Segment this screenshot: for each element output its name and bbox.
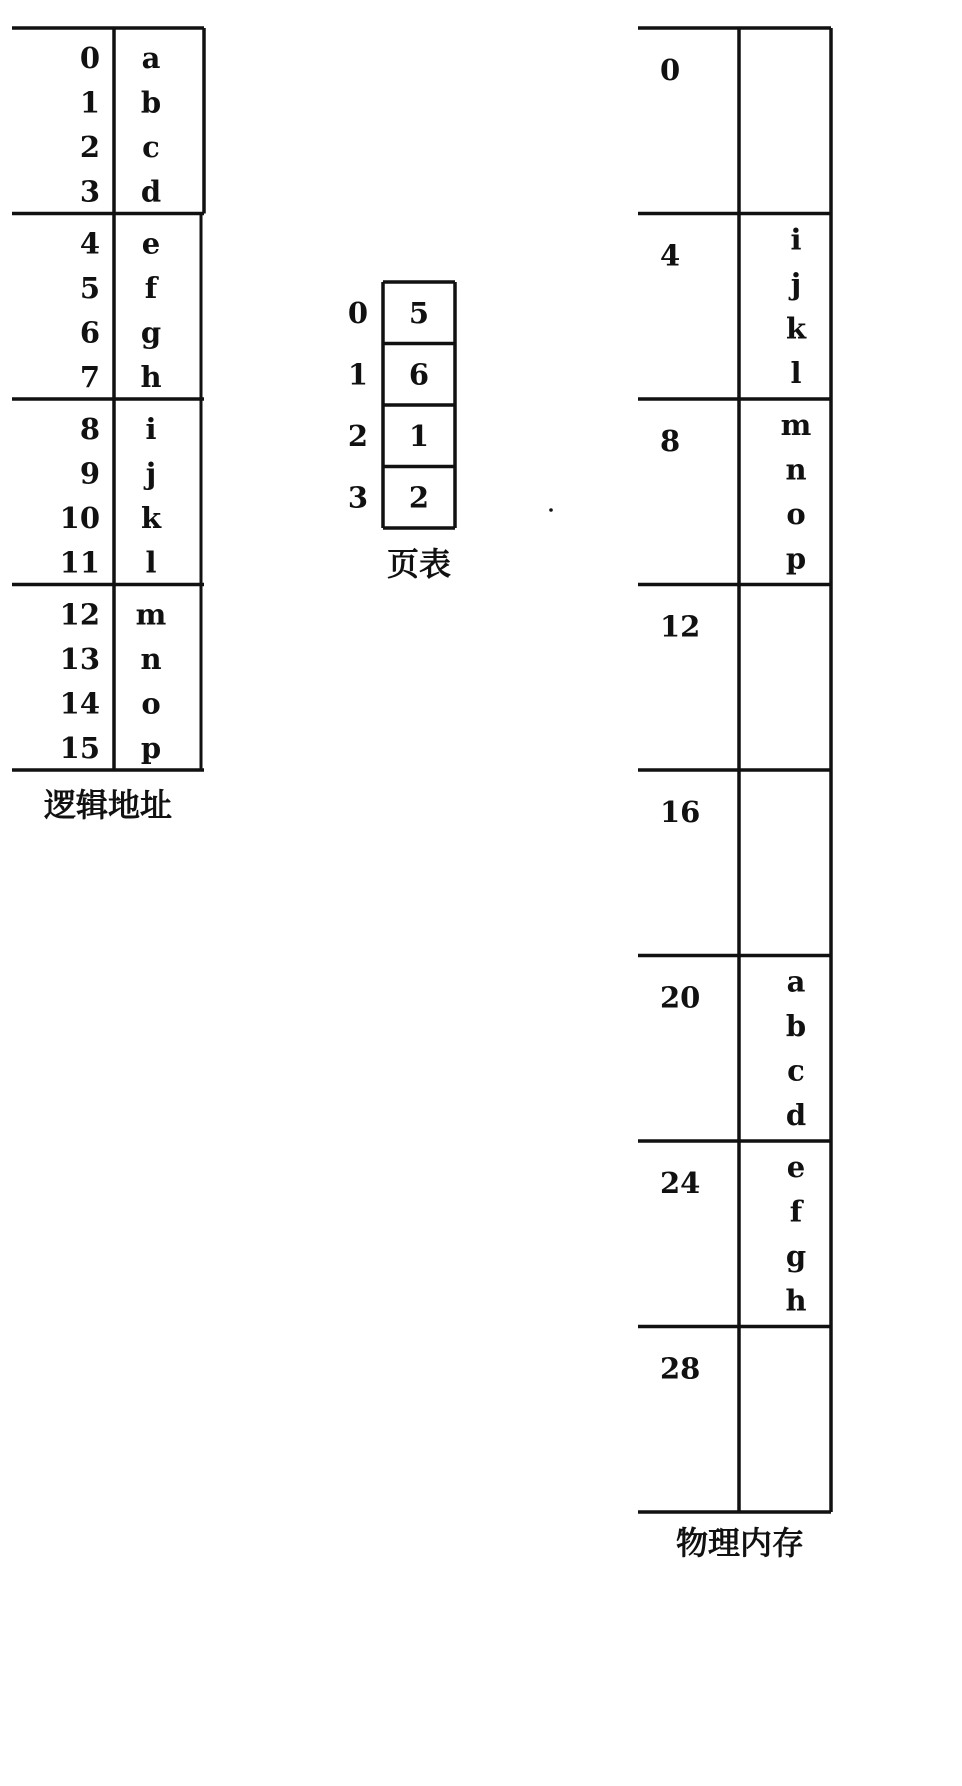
logical-data-cell: k xyxy=(140,501,162,535)
page-table xyxy=(348,282,455,583)
logical-address-label: 0 xyxy=(79,41,100,75)
logical-address-label: 6 xyxy=(79,315,100,350)
logical-data-cell: a xyxy=(141,41,161,75)
logical-address-label: 1 xyxy=(79,85,100,120)
logical-address-label: 7 xyxy=(79,360,100,394)
physical-address-label: 4 xyxy=(660,238,681,273)
physical-address-label: 8 xyxy=(660,424,681,458)
physical-data-cell: m xyxy=(780,408,812,442)
physical-data-cell: p xyxy=(785,541,807,576)
logical-data-cell: g xyxy=(140,315,162,350)
page-table-caption: 页表 xyxy=(386,545,452,583)
physical-memory-caption: 物理内存 xyxy=(675,1524,805,1562)
page-number-label: 1 xyxy=(347,357,369,392)
logical-address-label: 15 xyxy=(59,731,100,765)
physical-address-label: 16 xyxy=(660,795,701,829)
logical-data-cell: n xyxy=(140,642,162,676)
physical-data-cell: l xyxy=(790,356,802,390)
physical-data-cell: i xyxy=(790,222,802,257)
logical-data-cell: i xyxy=(145,412,157,446)
logical-data-cell: f xyxy=(144,271,158,305)
logical-data-cell: b xyxy=(140,85,162,120)
logical-address-label: 9 xyxy=(79,456,100,491)
logical-address-label: 8 xyxy=(79,412,100,446)
physical-memory-table xyxy=(638,28,831,1562)
physical-address-label: 12 xyxy=(660,609,701,644)
page-number-label: 0 xyxy=(347,296,369,330)
logical-data-cell: j xyxy=(145,456,157,491)
page-number-label: 3 xyxy=(347,480,369,515)
logical-data-cell: l xyxy=(145,545,157,580)
logical-address-table xyxy=(12,28,204,824)
physical-data-cell: h xyxy=(785,1283,807,1318)
physical-data-cell: b xyxy=(785,1009,807,1043)
logical-address-label: 5 xyxy=(79,271,100,305)
page-number-label: 2 xyxy=(347,419,369,453)
logical-address-caption: 逻辑地址 xyxy=(43,786,173,824)
logical-address-label: 3 xyxy=(79,174,100,209)
logical-data-cell: e xyxy=(141,226,161,261)
physical-address-label: 28 xyxy=(660,1351,701,1386)
logical-address-label: 11 xyxy=(59,545,100,580)
logical-data-cell: d xyxy=(140,174,162,209)
stray-dot xyxy=(549,508,553,512)
physical-data-cell: a xyxy=(786,964,806,999)
logical-address-label: 12 xyxy=(59,597,100,632)
physical-data-cell: d xyxy=(785,1098,807,1132)
logical-data-cell: p xyxy=(140,731,162,765)
logical-address-label: 2 xyxy=(79,130,100,164)
logical-address-label: 13 xyxy=(59,642,100,676)
physical-address-label: 20 xyxy=(660,980,701,1015)
logical-data-cell: o xyxy=(141,686,161,721)
physical-data-cell: f xyxy=(789,1194,803,1229)
logical-data-cell: c xyxy=(142,130,160,164)
physical-data-cell: j xyxy=(790,267,802,301)
physical-data-cell: k xyxy=(785,311,807,346)
logical-address-label: 10 xyxy=(59,501,100,535)
physical-data-cell: c xyxy=(787,1053,805,1088)
physical-address-label: 24 xyxy=(660,1166,701,1200)
physical-data-cell: o xyxy=(786,497,806,531)
logical-data-cell: h xyxy=(140,360,162,394)
physical-data-cell: n xyxy=(785,452,807,487)
frame-number-cell: 1 xyxy=(408,419,430,453)
frame-number-cell: 2 xyxy=(408,480,430,515)
frame-number-cell: 6 xyxy=(408,357,430,392)
logical-address-label: 4 xyxy=(79,226,100,261)
physical-address-label: 0 xyxy=(660,53,681,87)
frame-number-cell: 5 xyxy=(408,296,430,330)
logical-data-cell: m xyxy=(135,597,167,632)
physical-data-cell: e xyxy=(786,1150,806,1184)
physical-data-cell: g xyxy=(785,1239,807,1273)
logical-address-label: 14 xyxy=(59,686,100,721)
